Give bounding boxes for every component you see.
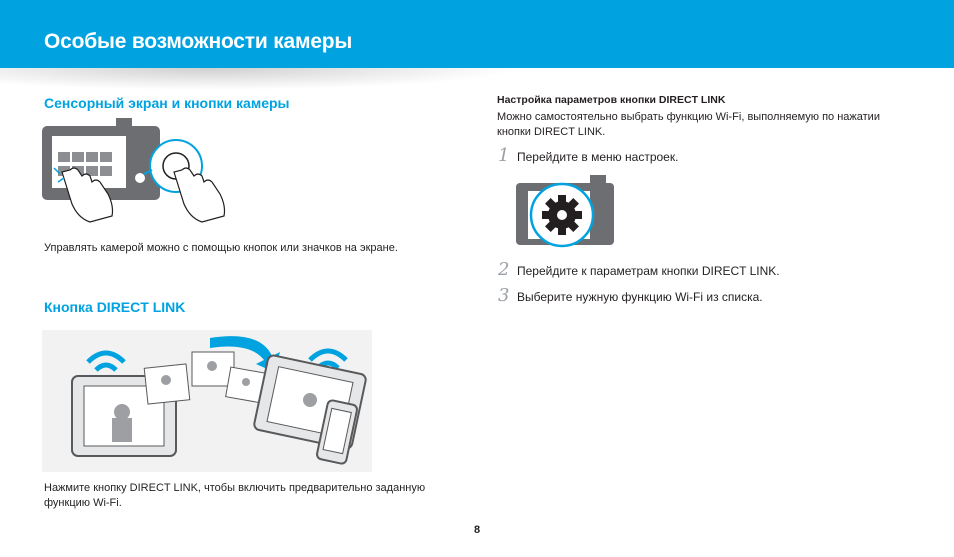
page-title: Особые возможности камеры <box>44 30 353 53</box>
touch-camera-illustration <box>40 118 260 230</box>
gear-icon <box>542 195 582 235</box>
direct-link-caption-line1: Нажмите кнопку DIRECT LINK, чтобы включить предварительно заданную <box>44 482 426 494</box>
settings-camera-illustration <box>516 173 616 247</box>
step-text: Выберите нужную функцию Wi-Fi из списка. <box>517 290 763 304</box>
hand-pointer-icon <box>174 168 225 222</box>
header-banner <box>0 0 954 68</box>
step-text: Перейдите в меню настроек. <box>517 150 679 164</box>
touch-section-caption: Управлять камерой можно с помощью кнопок или значков на экране. <box>44 242 398 254</box>
touch-section-heading: Сенсорный экран и кнопки камеры <box>44 95 290 111</box>
direct-link-caption-line2: функцию Wi-Fi. <box>44 497 122 509</box>
step-number: 3 <box>498 285 510 306</box>
direct-link-heading: Кнопка DIRECT LINK <box>44 299 186 315</box>
step-number: 2 <box>498 259 510 280</box>
page-number: 8 <box>474 524 481 536</box>
settings-intro-line2: кнопки DIRECT LINK. <box>497 126 606 138</box>
settings-intro-line1: Можно самостоятельно выбрать функцию Wi-Fi, выполняемую по нажатии <box>497 111 880 123</box>
direct-link-illustration <box>42 330 372 472</box>
step-number: 1 <box>498 145 510 166</box>
settings-heading: Настройка параметров кнопки DIRECT LINK <box>497 94 726 106</box>
banner-shadow <box>0 68 520 90</box>
step-text: Перейдите к параметрам кнопки DIRECT LINK. <box>517 264 780 278</box>
